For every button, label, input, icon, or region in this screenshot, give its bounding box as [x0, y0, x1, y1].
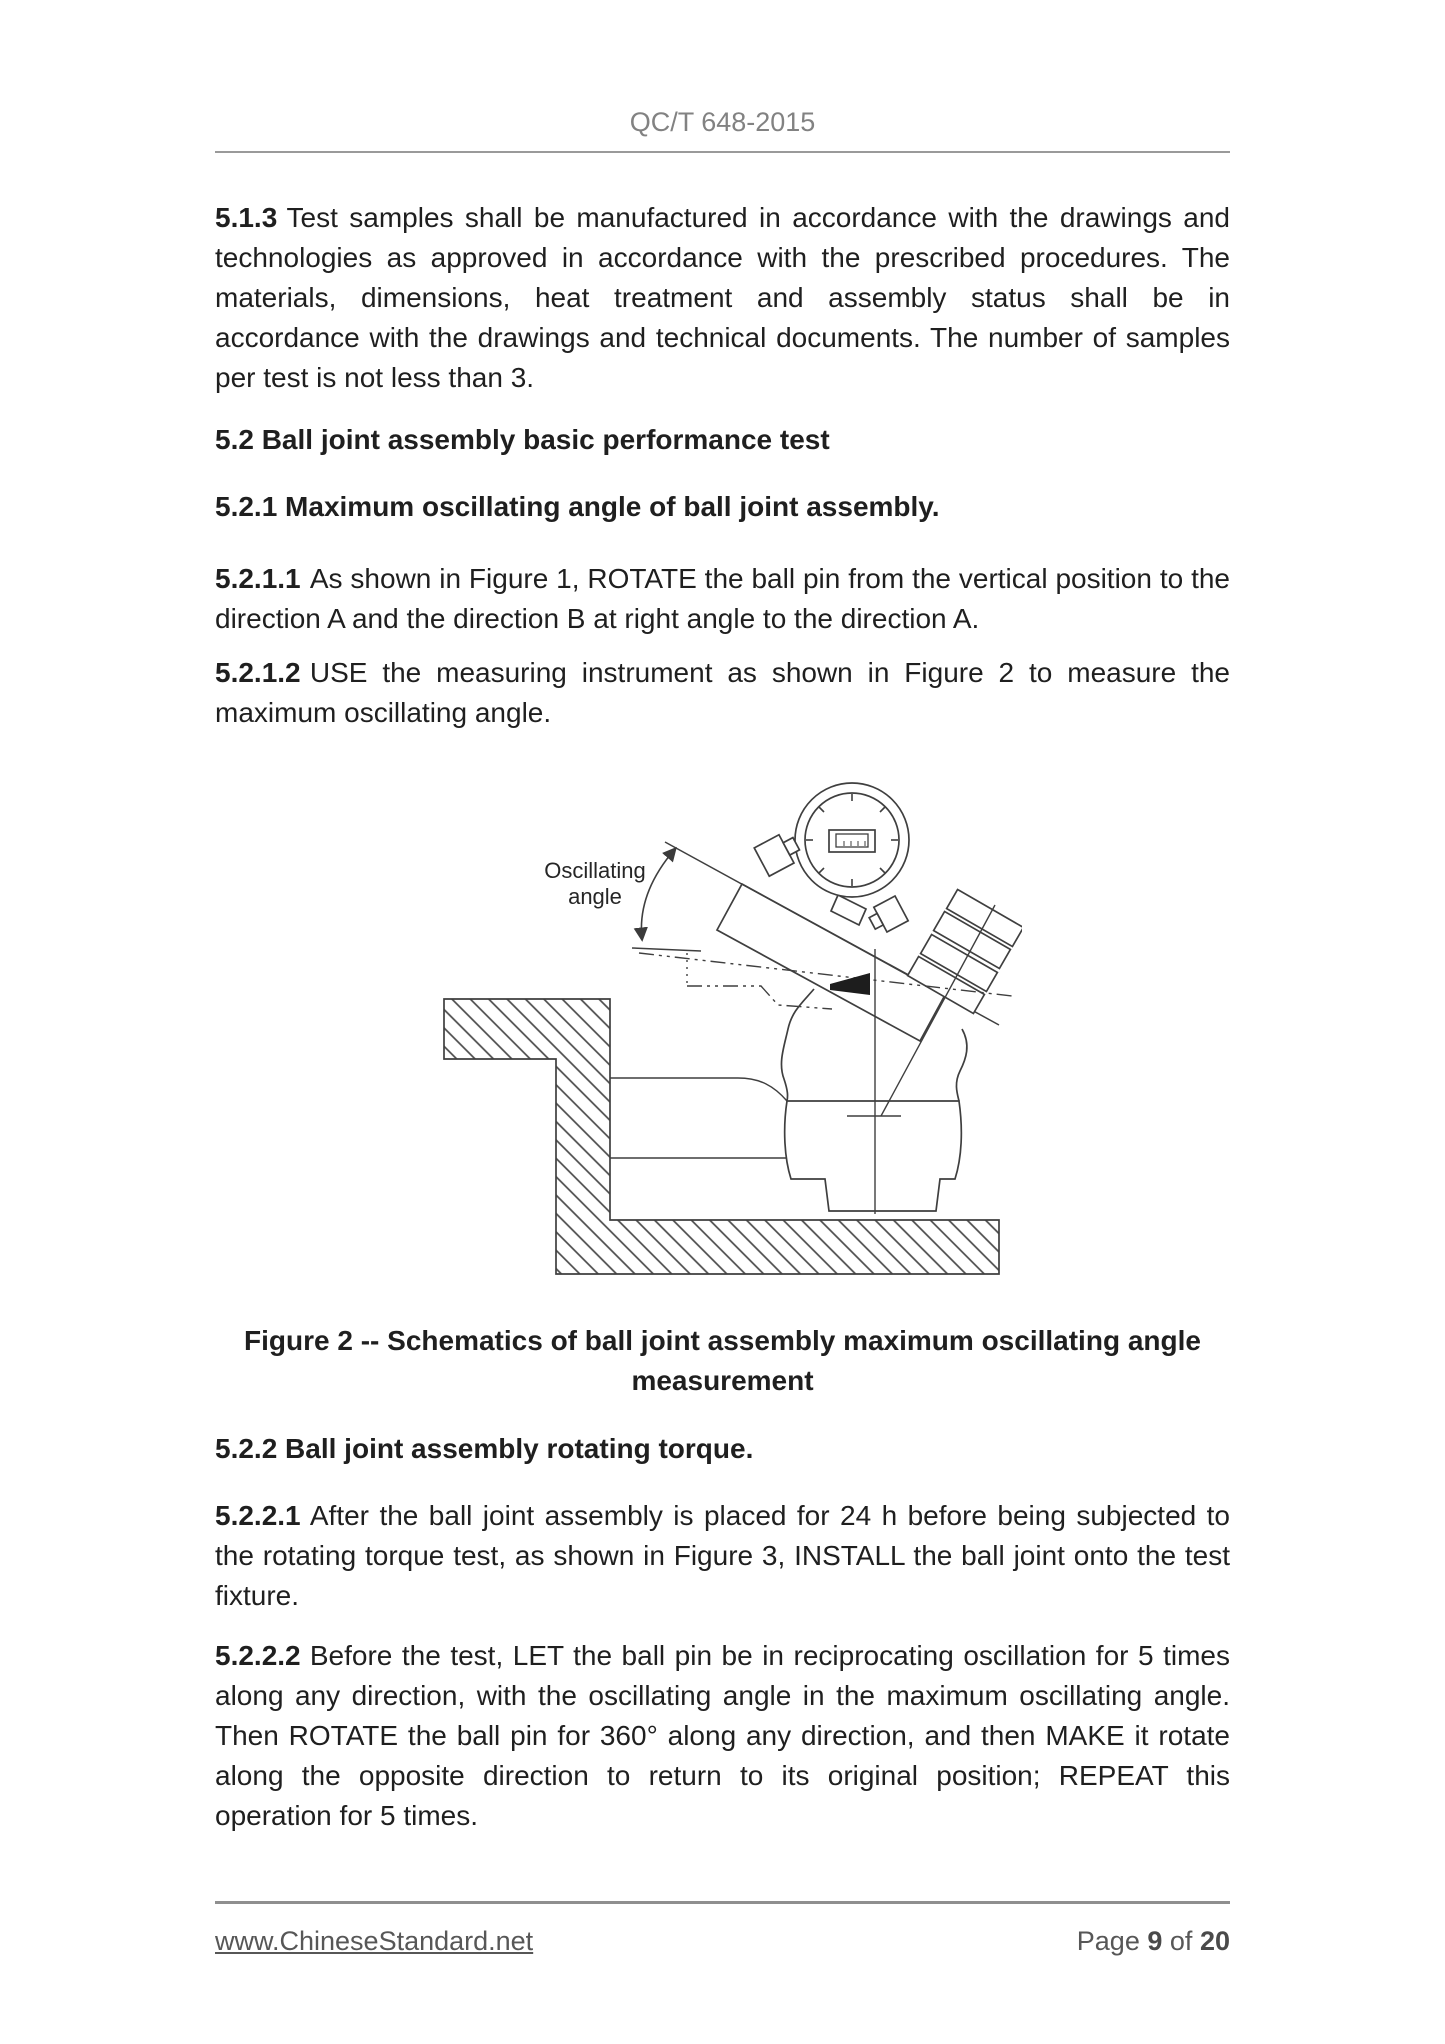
clause-number: 5.2.1.1	[215, 563, 301, 594]
page-indicator	[1077, 1924, 1230, 1958]
heading-5-2-1: 5.2.1 Maximum oscillating angle of ball joint assembly.	[215, 491, 940, 522]
label-line-1: Oscillating	[544, 858, 646, 883]
ball-joint-schematic	[442, 777, 1022, 1277]
figure-2-caption: Figure 2 -- Schematics of ball joint assembly maximum oscillating angle measurement	[244, 1325, 1201, 1396]
footer-rule	[215, 1901, 1230, 1904]
page-label: Page	[1076, 1926, 1140, 1956]
paragraph-5-2-1-1	[215, 559, 1230, 639]
ball-joint-socket	[785, 1101, 962, 1211]
paragraph-5-2-2-1	[215, 1496, 1230, 1616]
clause-text: Test samples shall be manufactured in accordance with the drawings and technologies as approved in accordance with the prescribed procedures. The materials, dimensions, heat treatment and assembly status shall be in accordance with the drawings and technical documents. The number of samples per test is not less than 3.	[215, 202, 1230, 393]
header-rule	[215, 151, 1230, 153]
housing-right-outline	[956, 1029, 966, 1101]
heading-5-2: 5.2 Ball joint assembly basic performance test	[215, 424, 830, 455]
clause-number: 5.2.2.1	[215, 1500, 301, 1531]
clause-number: 5.2.1.2	[215, 657, 301, 688]
clause-text: Before the test, LET the ball pin be in reciprocating oscillation for 5 times along any direction, with the oscillating angle in the maximum oscillating angle. Then ROTATE the ball pin for 360° along any direction, and then MAKE it rotate along the opposite direction to return to its original position; REPEAT this operation for 5 times.	[215, 1640, 1230, 1831]
clause-text: After the ball joint assembly is placed for 24 h before being subjected to the rotating torque test, as shown in Figure 3, INSTALL the ball joint onto the test fixture.	[215, 1500, 1230, 1611]
clause-text: USE the measuring instrument as shown in Figure 2 to measure the maximum oscillating angle.	[215, 657, 1230, 728]
paragraph-5-2-1-2	[215, 653, 1230, 733]
angle-reference-line	[632, 948, 701, 951]
footer-site-link[interactable]: www.ChineseStandard.net	[215, 1926, 534, 1956]
right-knob	[866, 896, 908, 936]
clause-text: As shown in Figure 1, ROTATE the ball pin from the vertical position to the direction A and the direction B at right angle to the direction A.	[215, 563, 1230, 634]
clause-number: 5.1.3	[215, 202, 278, 233]
page-number: 9	[1147, 1926, 1163, 1956]
page-total: 20	[1199, 1926, 1230, 1956]
document-number: QC/T 648-2015	[629, 107, 816, 137]
label-line-2: angle	[568, 884, 622, 909]
fixture-line-upper	[610, 1078, 787, 1101]
figure-2-drawing	[442, 777, 1022, 1277]
clause-number: 5.2.2.2	[215, 1640, 301, 1671]
of-label: of	[1169, 1926, 1193, 1956]
angle-arc	[641, 849, 675, 939]
lower-centermark	[687, 986, 832, 1009]
gauge-stem	[831, 895, 866, 925]
heading-5-2-2: 5.2.2 Ball joint assembly rotating torque.	[215, 1433, 754, 1464]
page-footer	[215, 1924, 1230, 1958]
oscillating-angle-label	[544, 858, 645, 909]
paragraph-5-1-3	[215, 198, 1230, 398]
paragraph-5-2-2-2	[215, 1636, 1230, 1836]
instrument-arm	[717, 884, 945, 1041]
